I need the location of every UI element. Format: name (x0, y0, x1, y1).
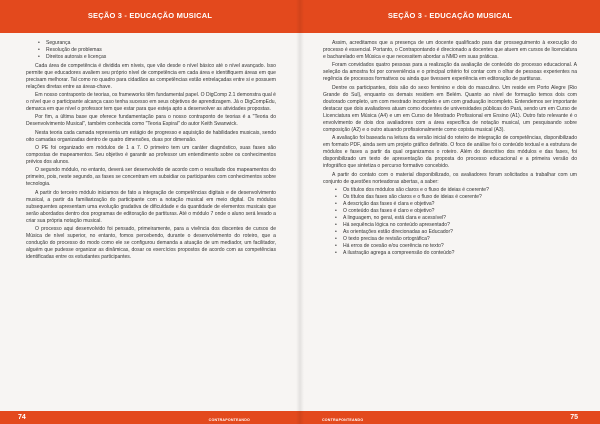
paragraph: Nesta teoria cada camada representa um estágio de progresso e aquisição de habilidades musicais, sendo oito camadas organizadas dentro de quatro dimensões, duas por dimensão. (26, 129, 276, 143)
list-item: • A linguagem, no geral, está clara e acessível? (343, 215, 577, 222)
list-item: • As orientações estão direcionadas ao Educador? (343, 229, 577, 236)
paragraph: Dentre os participantes, dois são do sexo feminino e dois do masculino. Um reside em Porto Alegre (Rio Grande do Sul), enquanto os demais residem em Belém. Quanto ao nível de formação temos dois com doutorado completo, um com mestrado incompleto e um com graduação incompleto. Entendemos ser importante destacar que dois avaliadores atuam como docentes de universidades públicas do Pará, sendo um em Curso de Licenciatura em Música (A4) e um em Curso de Mestrado Profissional em Ensino (A1). Outro fato relevante é o envolvimento de dois dos avaliadores com a área específica de notação musical, um pesquisando sobre composição (A2) e o outro atuando profissionalmente como copista musical (A3). (323, 84, 577, 133)
left-section-title: SEÇÃO 3 - EDUCAÇÃO MUSICAL (87, 11, 213, 20)
page-number: 74 (18, 414, 26, 421)
paragraph: A partir do contato com o material disponibilizado, os avaliadores foram solicitados a trabalhar com um conjunto de questões norteadoras abertas, a saber: (323, 171, 577, 185)
list-item: • A ilustração agrega a compreensão do conteúdo? (343, 250, 577, 257)
paragraph: Cada área de competência é dividida em níveis, que vão desde o nível básico até o nível avançado. Isso permite que educadores avaliem seu próprio nível de competência em cada área e identifiquem áreas em que precisam melhorar. Tal como no quadro para cidadãos as competências estão entrelaçadas entre si e possuem relações diretas entre as áreas-chave. (26, 62, 276, 90)
paragraph: A avaliação foi baseada na leitura da versão inicial do roteiro de integração de competências, disponibilizado em formato PDF, ainda sem um projeto gráfico definido. O foco de análise foi o conteúdo textual e a estrutura de módulos e fases a partir da qual organizamos o roteiro. Além do descritivo dos módulos e das fases, foi disponibilizado um texto de apresentação da proposta do processo educacional e a primeira versão do infográfico que sintetiza o percurso formativo concebido. (323, 135, 577, 170)
list-item: • O texto precisa de revisão ortográfica? (343, 236, 577, 243)
guiding-questions-list (323, 187, 577, 257)
left-header-bar (0, 0, 300, 33)
paragraph: Foram convidados quatro pessoas para a realização da avaliação de conteúdo do processo educacional. A seleção da amostra foi por conveniência e o principal critério foi contar com o olhar de pessoas experientes na regência de processos formativos ou ainda que tivessem experiência em editoração de partituras. (323, 62, 577, 83)
page-number: 75 (570, 414, 578, 421)
paragraph: Por fim, a última base que oferece fundamentação para o nosso contraponto de teorias é a "Teoria do Desenvolvimento Musical", também conhecida como "Teoria Espiral" do autor Keith Swanwick. (26, 114, 276, 128)
paragraph: O processo aqui desenvolvido foi pensado, primeiramente, para a vivência dos discentes de cursos de Música de nível superior, no entanto, fomos percebendo, durante o desenvolvimento do roteiro, que a condução do processo do modo como ele se configurou demanda a atuação de um mediador, um facilitador, alguém que pudesse organizar as dinâmicas, dosar os exercícios propostos de acordo com as competências identificadas entre os estudantes participantes. (26, 225, 276, 261)
footer-label: CONTRAPONTEANDO (208, 418, 250, 422)
right-page (300, 0, 600, 424)
list-item: • Resolução de problemas (46, 47, 276, 54)
list-item: • Direitos autorais e licenças (46, 54, 276, 61)
list-item: • Os títulos dos módulos são claros e o fluxo de ideias é coerente? (343, 187, 577, 194)
list-item: • Os títulos das fases são claros e o fluxo de ideias é coerente? (343, 194, 577, 201)
paragraph: O segundo módulo, no entanto, deverá ser desenvolvido de acordo com o resultado dos mapeamentos do primeiro, pois, neste segundo, as fases se concentram em subsidiar os participantes com conhecimentos sobre tecnologia. (26, 167, 276, 188)
paragraph: Assim, acreditamos que a presença de um docente qualificado para dar prosseguimento à execução do processo é essencial. Portanto, o Contrapontando é direcionado a docentes que atuem em cursos de licenciatura e bacharelado em Música e que necessitem abordar a NMD em suas práticas. (323, 40, 577, 61)
list-item: • A descrição das fases é clara e objetiva? (343, 201, 577, 208)
left-footer-bar (0, 411, 300, 424)
list-item: • Segurança (46, 40, 276, 47)
list-item: • Há erros de coesão e/ou coerência no texto? (343, 243, 577, 250)
right-header-bar (300, 0, 600, 33)
paragraph: A partir do terceiro módulo iniciamos de fato a integração de competências digitais e de desenvolvimento musical, a partir da familiarização do participante com a notação musical em meio digital. Os módulos subsequentes apresentam uma evolução gradativa de dificuldade e da quantidade de elementos musicais que serão abordados dentro dos programas de editoração de partituras. Até o módulo 7 onde o aluno será levado a criar sua própria notação musical. (26, 189, 276, 224)
right-section-title: SEÇÃO 3 - EDUCAÇÃO MUSICAL (387, 11, 513, 20)
left-body-text (26, 40, 276, 262)
right-body-text (323, 40, 577, 259)
book-gutter-shadow (296, 0, 304, 424)
paragraph: Em nosso contraponto de teorias, os frameworks têm fundamental papel. O DigComp 2.1 demonstra qual é o nível que o participante alcança caso tenha sucesso em seus objetivos de aprendizagem. Já o DigCompEdu, demarca em que nível o professor tem que estar para que esteja apto a desenvolver as atividades propostas. (26, 92, 276, 113)
paragraph: O PE foi organizado em módulos de 1 a 7. O primeiro tem um caráter diagnóstico, suas fases são compostas de mapeamentos. Seu objetivo é garantir ao professor um entendimento sobre os conhecimentos prévios dos alunos. (26, 144, 276, 165)
footer-label: CONTRAPONTEANDO (322, 418, 364, 422)
list-item: • Há sequência lógica no conteúdo apresentado? (343, 222, 577, 229)
list-item: • O conteúdo das fases é claro e objetivo? (343, 208, 577, 215)
competency-list (26, 40, 276, 61)
